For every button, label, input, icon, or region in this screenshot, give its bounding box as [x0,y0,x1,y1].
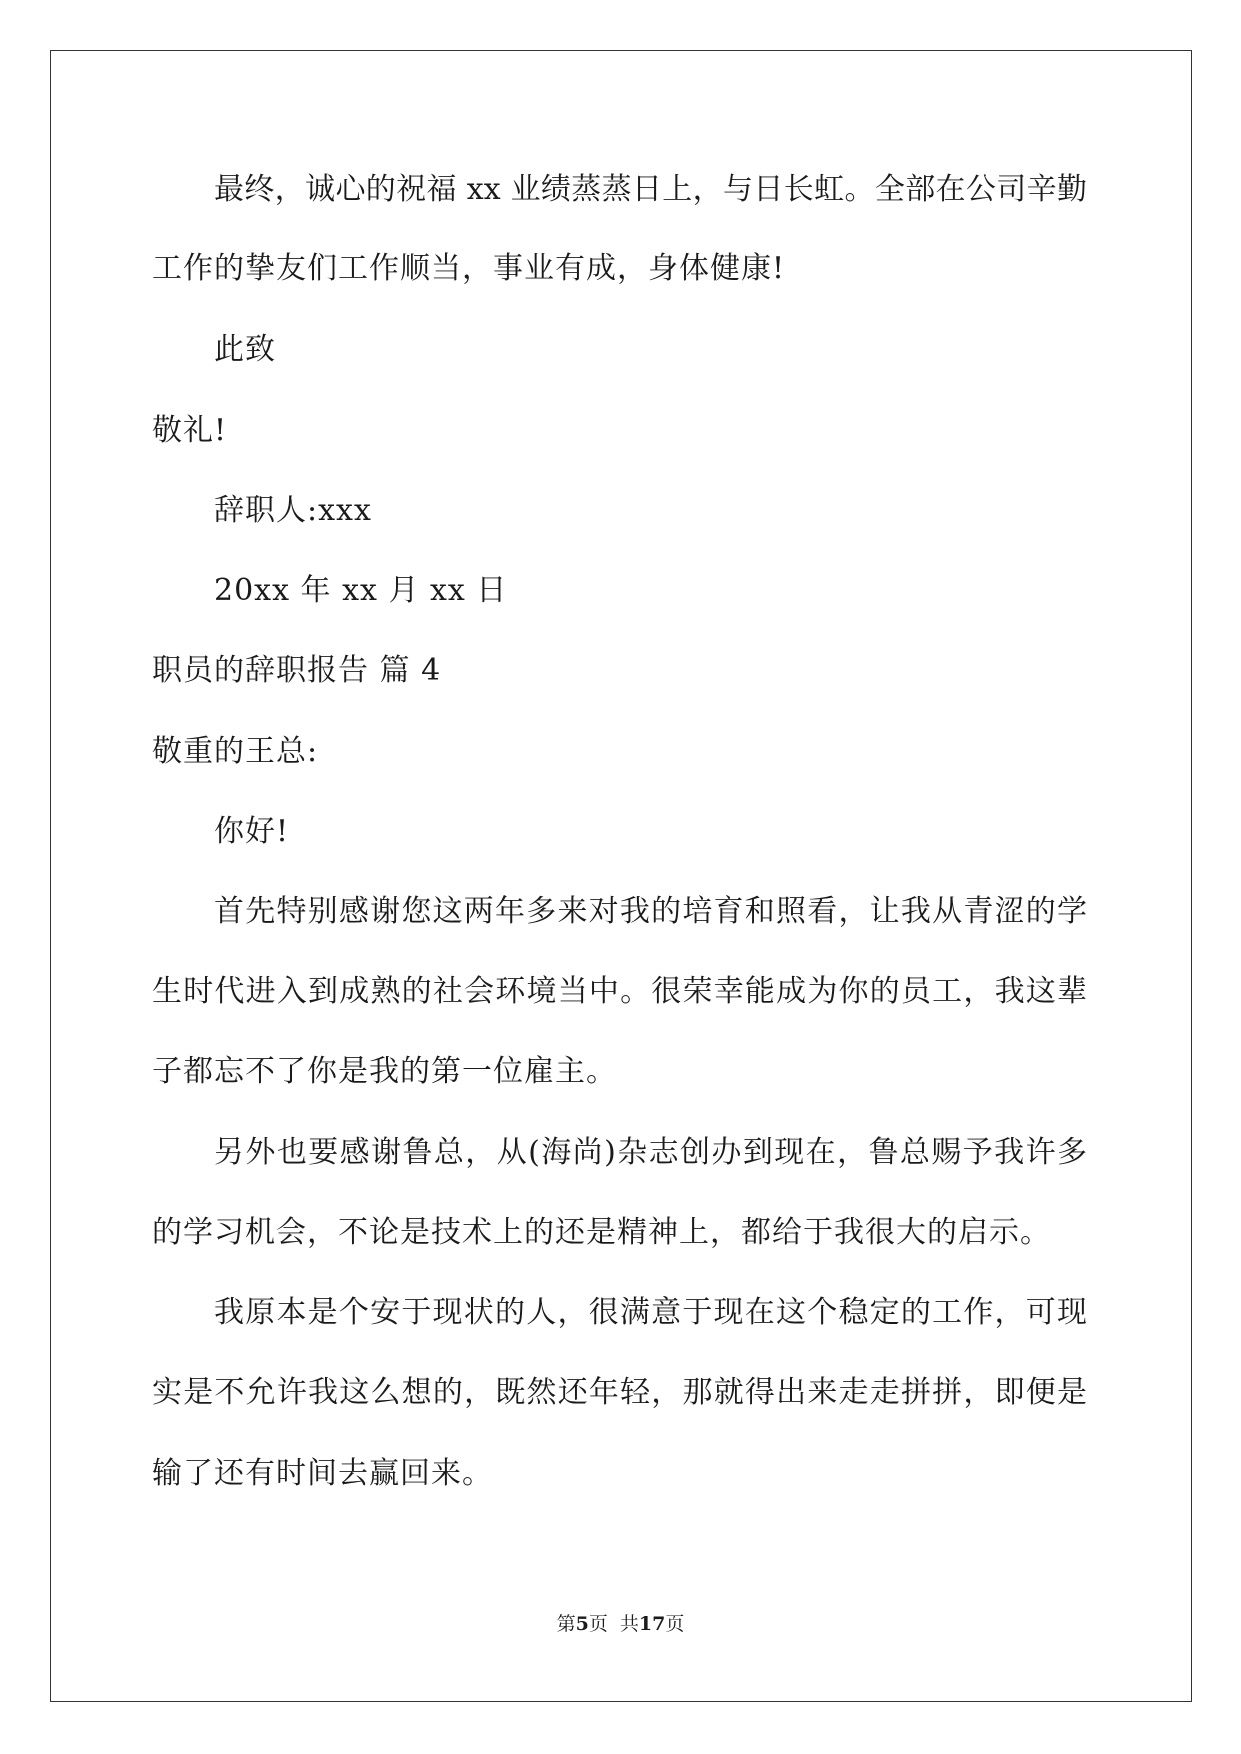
footer-prefix: 第 [556,1613,576,1635]
footer-total-pages: 17 [638,1613,666,1635]
footer-total-prefix: 共 [619,1613,639,1635]
page-number-footer [0,1612,1241,1636]
signature-resigner: 辞职人:xxx [214,493,372,528]
signature-date: 20xx 年 xx 月 xx 日 [214,573,508,608]
footer-current-page: 5 [575,1613,589,1635]
footer-page-unit: 页 [588,1613,608,1635]
body-line-12: 子都忘不了你是我的第一位雇主。 [152,1054,617,1089]
body-line-17: 输了还有时间去赢回来。 [152,1456,493,1491]
body-line-16: 实是不允许我这么想的，既然还年轻，那就得出来走走拼拼，即便是 [152,1375,1087,1410]
body-line-1: 最终，诚心的祝福 xx 业绩蒸蒸日上，与日长虹。全部在公司辛勤 [214,172,1087,207]
greeting-recipient: 敬重的王总: [152,734,319,769]
footer-total-unit: 页 [665,1613,685,1635]
body-line-10: 首先特别感谢您这两年多来对我的培育和照看，让我从青涩的学 [214,894,1087,929]
body-line-13: 另外也要感谢鲁总，从(海尚)杂志创办到现在，鲁总赐予我许多 [214,1135,1087,1170]
greeting-hello: 你好! [214,814,290,849]
body-line-2: 工作的挚友们工作顺当，事业有成，身体健康! [152,251,786,286]
body-line-14: 的学习机会，不论是技术上的还是精神上，都给于我很大的启示。 [152,1215,1051,1250]
body-line-11: 生时代进入到成熟的社会环境当中。很荣幸能成为你的员工，我这辈 [152,974,1087,1009]
section-title: 职员的辞职报告 篇 4 [152,653,442,688]
closing-regards: 敬礼! [152,413,228,448]
closing-salutation: 此致 [214,332,276,367]
body-line-15: 我原本是个安于现状的人，很满意于现在这个稳定的工作，可现 [214,1295,1087,1330]
